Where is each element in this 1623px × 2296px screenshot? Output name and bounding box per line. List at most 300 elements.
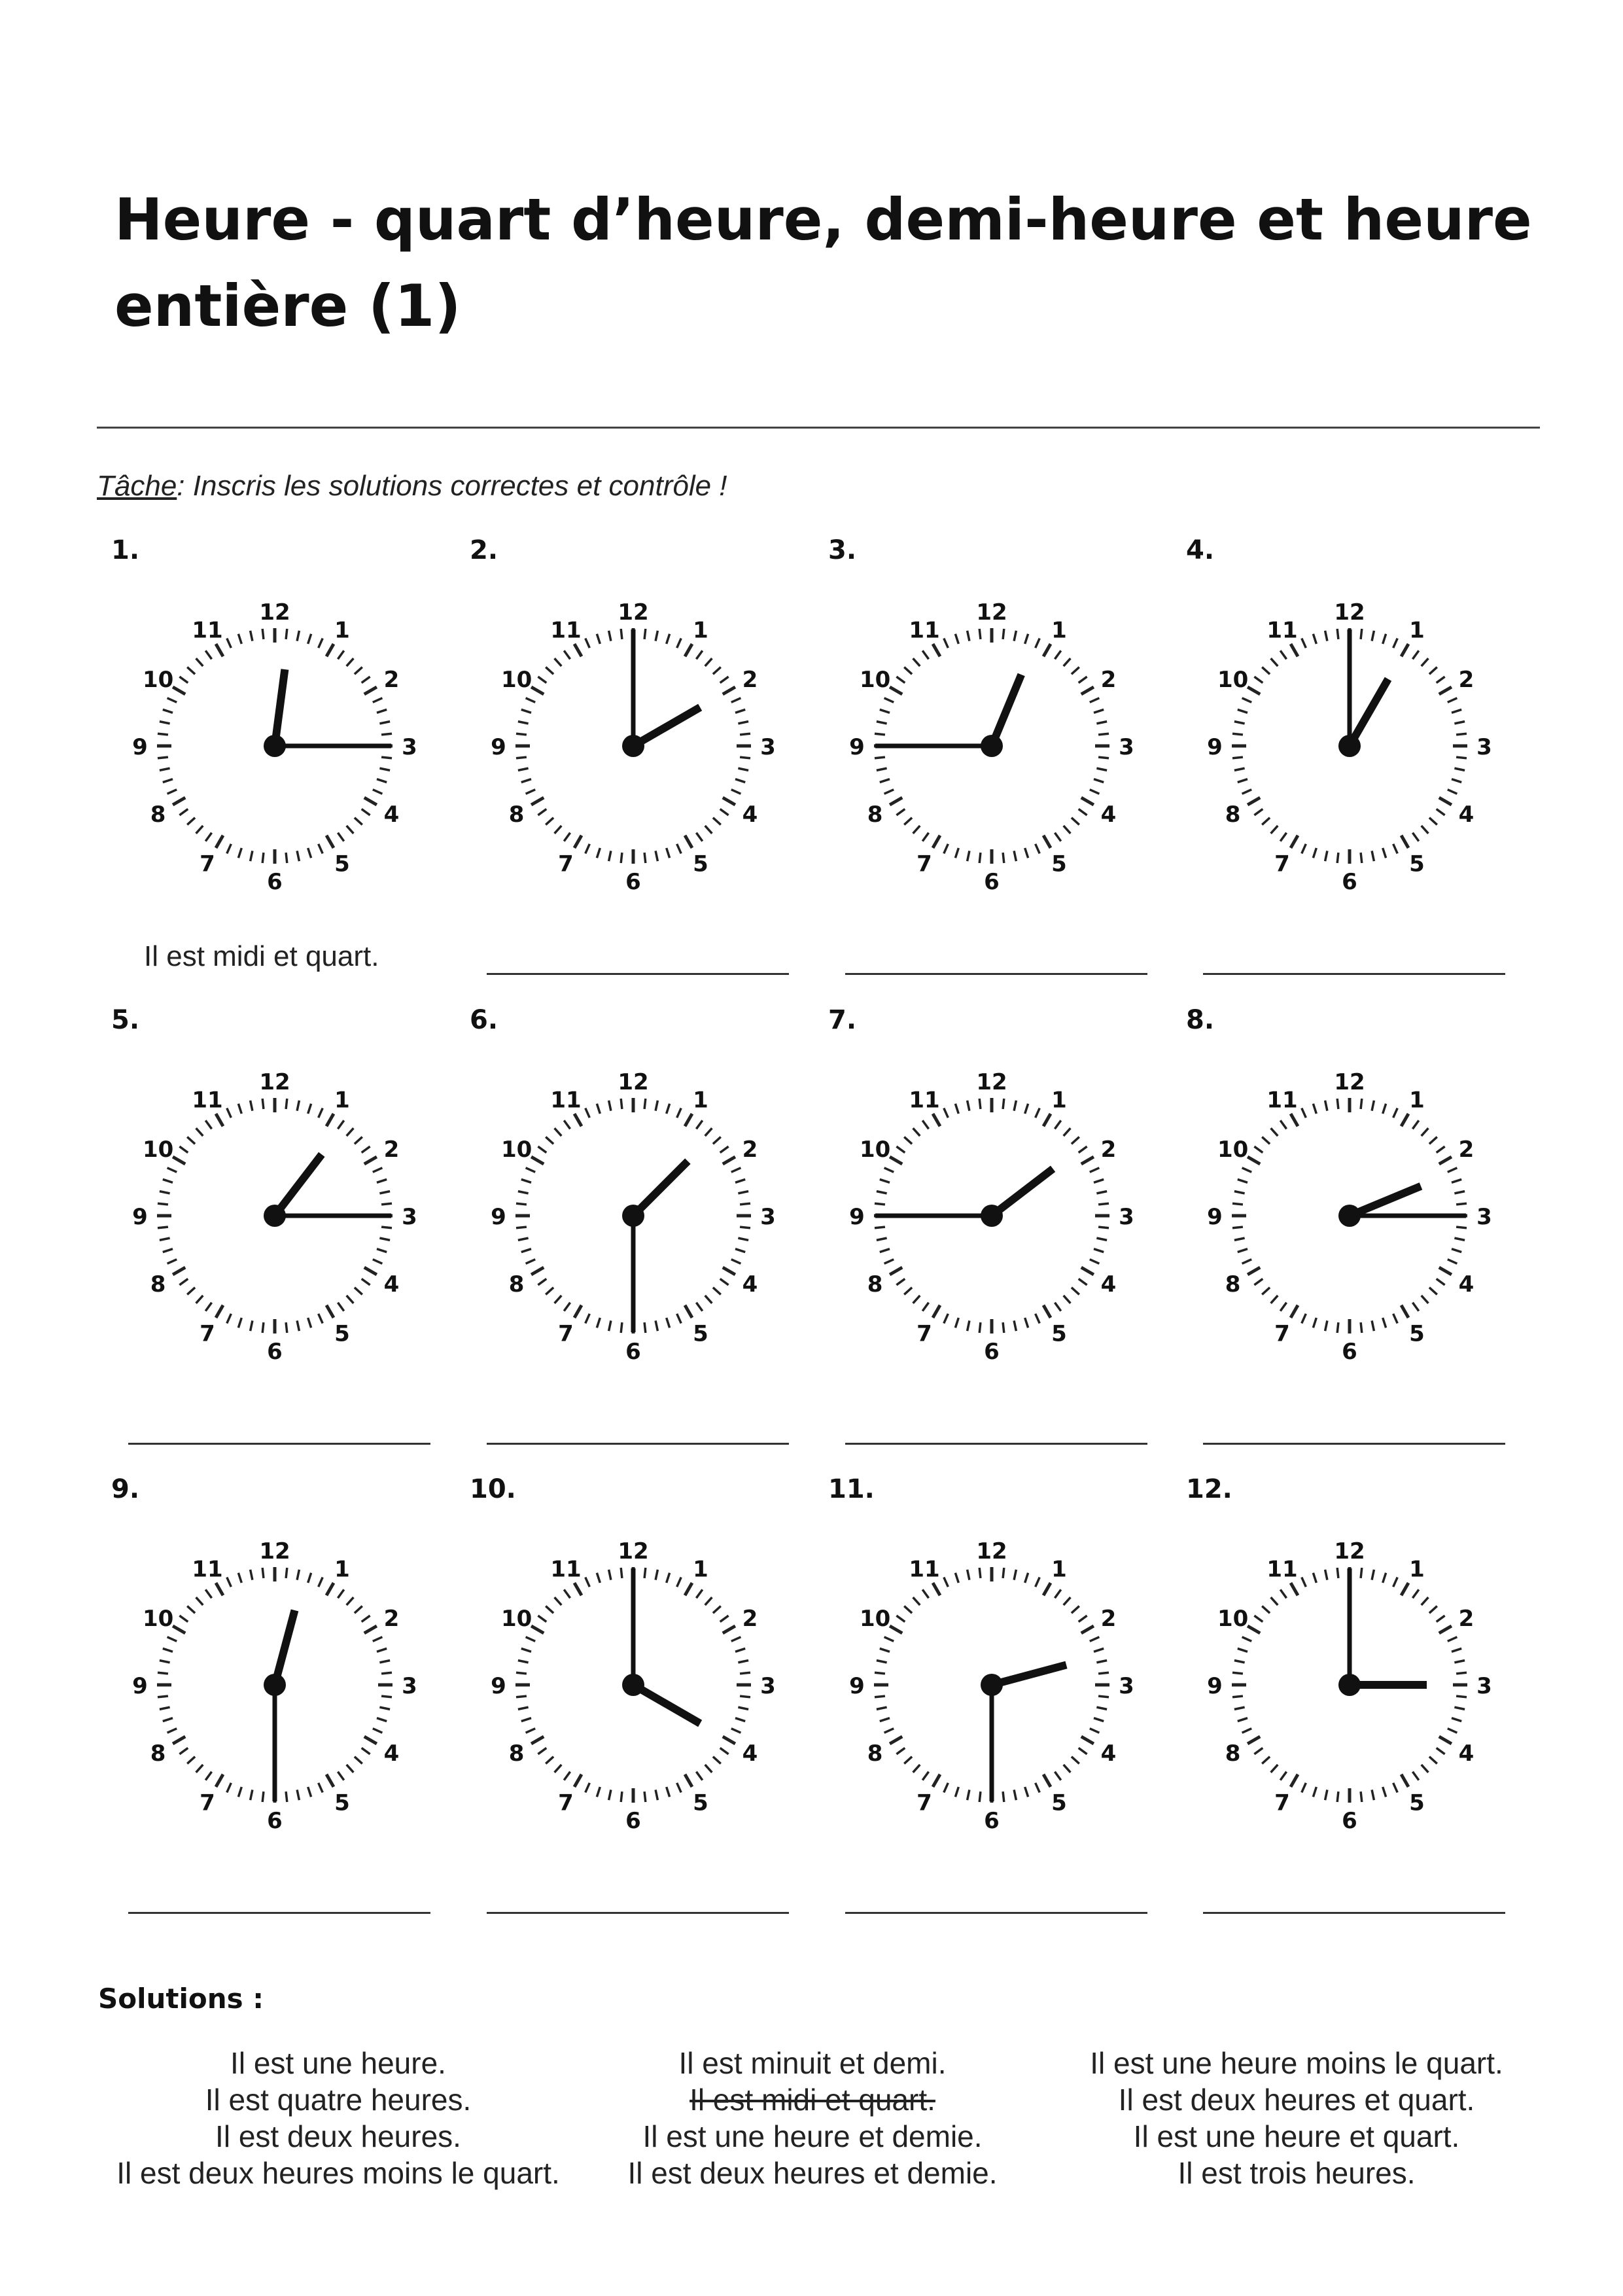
tick-mark xyxy=(297,631,299,641)
tick-mark xyxy=(609,1570,611,1580)
dial-number: 2 xyxy=(742,1137,758,1163)
dial-number: 1 xyxy=(1051,617,1067,644)
tick-mark xyxy=(564,1303,570,1311)
solutions-column xyxy=(1048,2045,1545,2191)
tick-mark xyxy=(1090,790,1100,794)
tick-mark xyxy=(355,1606,362,1614)
tick-mark xyxy=(644,1568,646,1578)
tick-mark xyxy=(1271,1597,1278,1605)
tick-mark xyxy=(1254,677,1263,682)
tick-mark xyxy=(655,631,657,641)
dial-number: 6 xyxy=(625,1808,641,1834)
tick-mark xyxy=(1361,1322,1362,1333)
dial-number: 12 xyxy=(618,1069,649,1095)
answer-line[interactable] xyxy=(487,1912,789,1914)
tick-mark xyxy=(1238,779,1248,783)
dial-number: 2 xyxy=(742,1606,758,1632)
tick-mark xyxy=(1098,757,1109,758)
tick-mark xyxy=(890,1626,902,1633)
hour-hand xyxy=(633,1161,688,1216)
tick-mark xyxy=(720,1279,729,1284)
dial-number: 5 xyxy=(693,1320,708,1347)
tick-mark xyxy=(585,1314,590,1324)
tick-mark xyxy=(227,1578,232,1587)
clock-face xyxy=(489,1538,777,1834)
tick-mark xyxy=(705,1597,712,1605)
dial-number: 1 xyxy=(334,617,350,644)
tick-mark xyxy=(1372,1570,1374,1580)
tick-mark xyxy=(179,677,188,682)
tick-mark xyxy=(1025,1104,1028,1114)
tick-mark xyxy=(362,1748,370,1754)
tick-mark xyxy=(896,1748,905,1754)
tick-mark xyxy=(238,1318,241,1328)
tick-mark xyxy=(521,1718,531,1722)
answer-line[interactable] xyxy=(1203,1912,1505,1914)
dial-number: 7 xyxy=(558,1790,574,1816)
dial-number: 9 xyxy=(1207,1673,1223,1699)
dial-number: 8 xyxy=(508,802,525,828)
dial-number: 8 xyxy=(867,1740,883,1767)
tick-mark xyxy=(1055,650,1060,659)
tick-mark xyxy=(297,1790,299,1800)
tick-mark xyxy=(160,768,170,770)
dial-number: 3 xyxy=(402,1673,417,1699)
tick-mark xyxy=(205,1303,211,1311)
answer-line[interactable] xyxy=(128,1443,430,1445)
tick-mark xyxy=(933,836,940,848)
tick-mark xyxy=(538,1146,546,1152)
tick-mark xyxy=(308,1787,311,1797)
answer-line[interactable] xyxy=(487,973,789,975)
tick-mark xyxy=(735,1648,745,1651)
solution-item: Il est deux heures et demie. xyxy=(627,2156,998,2190)
tick-mark xyxy=(526,698,536,703)
tick-mark xyxy=(1014,631,1016,641)
tick-mark xyxy=(738,1192,748,1193)
tick-mark xyxy=(521,1249,531,1252)
tick-mark xyxy=(944,1578,949,1587)
tick-mark xyxy=(173,798,185,805)
tick-mark xyxy=(621,629,622,639)
tick-mark xyxy=(1337,1099,1338,1109)
tick-mark xyxy=(944,844,949,854)
tick-mark xyxy=(922,1120,928,1129)
tick-mark xyxy=(713,1757,721,1764)
tick-mark xyxy=(1401,1114,1408,1126)
tick-mark xyxy=(381,757,392,758)
clock-center xyxy=(1338,735,1361,757)
dial-number: 7 xyxy=(558,1320,574,1347)
tick-mark xyxy=(308,1318,311,1328)
tick-mark xyxy=(564,1589,570,1598)
tick-mark xyxy=(875,1672,885,1674)
tick-mark xyxy=(621,1099,622,1109)
tick-mark xyxy=(609,1320,611,1331)
solution-item: Il est deux heures. xyxy=(215,2119,461,2153)
tick-mark xyxy=(1448,1260,1457,1264)
solutions-heading: Solutions : xyxy=(98,1983,264,2015)
tick-mark xyxy=(655,1101,657,1111)
exercise-number: 4. xyxy=(1186,535,1215,565)
tick-mark xyxy=(677,1108,682,1118)
tick-mark xyxy=(720,677,729,682)
tick-mark xyxy=(913,1597,920,1605)
tick-mark xyxy=(160,722,170,724)
tick-mark xyxy=(1094,779,1104,783)
tick-mark xyxy=(597,1573,600,1583)
tick-mark xyxy=(262,629,264,639)
tick-mark xyxy=(1452,779,1461,783)
tick-mark xyxy=(1232,1696,1243,1697)
tick-mark xyxy=(1036,1783,1040,1793)
hour-hand xyxy=(992,1665,1066,1686)
dial-number: 4 xyxy=(383,802,400,828)
dial-number: 11 xyxy=(550,617,582,644)
tick-mark xyxy=(1383,634,1386,644)
solution-item: Il est une heure et quart. xyxy=(1133,2119,1460,2153)
tick-mark xyxy=(1302,1108,1306,1118)
dial-number: 3 xyxy=(402,1204,417,1230)
dial-number: 2 xyxy=(383,1606,400,1632)
tick-mark xyxy=(1098,1203,1109,1205)
tick-mark xyxy=(1448,1168,1457,1173)
tick-mark xyxy=(705,826,712,834)
tick-mark xyxy=(1036,639,1040,648)
dial-number: 9 xyxy=(491,1673,506,1699)
dial-number: 12 xyxy=(1334,599,1365,626)
tick-mark xyxy=(720,1616,729,1621)
tick-mark xyxy=(1234,1707,1245,1709)
dial-number: 5 xyxy=(334,851,350,877)
tick-mark xyxy=(913,658,920,666)
dial-number: 5 xyxy=(334,1790,350,1816)
dial-number: 6 xyxy=(984,869,1000,895)
tick-mark xyxy=(1372,851,1374,861)
tick-mark xyxy=(160,1707,170,1709)
solution-item: Il est midi et quart. xyxy=(689,2083,935,2117)
tick-mark xyxy=(655,1790,657,1800)
tick-mark xyxy=(1036,1578,1040,1587)
tick-mark xyxy=(720,1146,729,1152)
dial-number: 2 xyxy=(1458,667,1475,693)
tick-mark xyxy=(227,1314,232,1324)
tick-mark xyxy=(347,658,354,666)
tick-mark xyxy=(979,1322,981,1333)
tick-mark xyxy=(875,1227,885,1228)
tick-mark xyxy=(1262,667,1270,675)
dial-number: 1 xyxy=(334,1087,350,1114)
answer-line[interactable] xyxy=(487,1443,789,1445)
tick-mark xyxy=(738,1661,748,1663)
tick-mark xyxy=(705,1128,712,1136)
tick-mark xyxy=(1096,1238,1107,1240)
tick-mark xyxy=(1064,1128,1071,1136)
tick-mark xyxy=(1003,853,1004,863)
exercise-number: 6. xyxy=(470,1005,498,1035)
tick-mark xyxy=(518,722,529,724)
tick-mark xyxy=(1372,1320,1374,1331)
tick-mark xyxy=(1098,733,1109,735)
dial-number: 10 xyxy=(142,1606,174,1632)
solution-item: Il est une heure. xyxy=(230,2046,446,2080)
clock-center xyxy=(1338,1205,1361,1227)
tick-mark xyxy=(877,768,887,770)
tick-mark xyxy=(1361,1099,1362,1109)
tick-mark xyxy=(531,798,544,805)
tick-mark xyxy=(1025,634,1028,644)
tick-mark xyxy=(377,1179,387,1182)
tick-mark xyxy=(1337,1792,1338,1802)
dial-number: 4 xyxy=(1100,802,1117,828)
dial-number: 10 xyxy=(1217,1606,1249,1632)
tick-mark xyxy=(1098,1696,1109,1697)
tick-mark xyxy=(555,1765,562,1773)
tick-mark xyxy=(1055,1589,1060,1598)
hour-hand xyxy=(275,669,285,746)
tick-mark xyxy=(521,1648,531,1651)
dial-number: 11 xyxy=(192,617,223,644)
tick-mark xyxy=(1302,1578,1306,1587)
tick-mark xyxy=(1036,844,1040,854)
tick-mark xyxy=(538,1616,546,1621)
tick-mark xyxy=(1454,1661,1465,1663)
tick-mark xyxy=(574,1583,582,1595)
tick-mark xyxy=(723,687,735,694)
clock-face xyxy=(489,599,777,895)
tick-mark xyxy=(880,779,890,783)
tick-mark xyxy=(347,1597,354,1605)
tick-mark xyxy=(696,1303,702,1311)
clock-center xyxy=(1338,1674,1361,1696)
tick-mark xyxy=(319,1314,323,1324)
tick-mark xyxy=(1064,1765,1071,1773)
tick-mark xyxy=(167,1260,177,1264)
tick-mark xyxy=(555,1296,562,1303)
tick-mark xyxy=(585,1108,590,1118)
tick-mark xyxy=(1280,1120,1286,1129)
tick-mark xyxy=(979,853,981,863)
tick-mark xyxy=(685,1114,692,1126)
solutions-column xyxy=(564,2045,1061,2191)
dial-number: 5 xyxy=(1051,1320,1067,1347)
hour-hand xyxy=(1350,679,1388,746)
tick-mark xyxy=(205,1772,211,1780)
tick-mark xyxy=(904,1288,912,1295)
tick-mark xyxy=(1291,644,1298,656)
dial-number: 2 xyxy=(383,1137,400,1163)
dial-number: 12 xyxy=(618,1538,649,1564)
tick-mark xyxy=(667,1573,670,1583)
tick-mark xyxy=(1014,1790,1016,1800)
tick-mark xyxy=(1313,1318,1316,1328)
tick-mark xyxy=(187,1288,195,1295)
tick-mark xyxy=(377,779,387,783)
clock-center xyxy=(622,735,644,757)
tick-mark xyxy=(555,826,562,834)
tick-mark xyxy=(1291,1583,1298,1595)
tick-mark xyxy=(877,1661,887,1663)
answer-line[interactable] xyxy=(1203,973,1505,975)
tick-mark xyxy=(381,733,392,735)
tick-mark xyxy=(227,639,232,648)
tick-mark xyxy=(326,836,334,848)
tick-mark xyxy=(319,1783,323,1793)
tick-mark xyxy=(564,1772,570,1780)
tick-mark xyxy=(880,1249,890,1252)
tick-mark xyxy=(297,1101,299,1111)
tick-mark xyxy=(597,634,600,644)
dial-number: 11 xyxy=(909,1087,940,1114)
tick-mark xyxy=(896,1279,905,1284)
tick-mark xyxy=(187,667,195,675)
tick-mark xyxy=(1325,1101,1327,1111)
answer-line[interactable] xyxy=(845,973,1147,975)
tick-mark xyxy=(1079,1616,1087,1621)
tick-mark xyxy=(1429,818,1437,825)
tick-mark xyxy=(1456,733,1467,735)
clock-center xyxy=(981,1205,1003,1227)
tick-mark xyxy=(516,1227,527,1228)
dial-number: 2 xyxy=(742,667,758,693)
tick-mark xyxy=(1271,658,1278,666)
dial-number: 1 xyxy=(693,1556,708,1583)
tick-mark xyxy=(944,1108,949,1118)
tick-mark xyxy=(1383,1318,1386,1328)
tick-mark xyxy=(531,687,544,694)
tick-mark xyxy=(1439,1626,1452,1633)
dial-number: 7 xyxy=(200,1320,215,1347)
tick-mark xyxy=(196,658,203,666)
tick-mark xyxy=(379,1707,390,1709)
tick-mark xyxy=(1412,1772,1418,1780)
dial-number: 4 xyxy=(1100,1271,1117,1298)
tick-mark xyxy=(338,1120,343,1129)
tick-mark xyxy=(179,1279,188,1284)
dial-number: 11 xyxy=(1266,1087,1298,1114)
tick-mark xyxy=(379,1192,390,1193)
tick-mark xyxy=(720,1748,729,1754)
tick-mark xyxy=(1429,1137,1437,1144)
tick-mark xyxy=(1025,1787,1028,1797)
tick-mark xyxy=(373,698,383,703)
tick-mark xyxy=(884,1260,894,1264)
tick-mark xyxy=(585,844,590,854)
tick-mark xyxy=(238,634,241,644)
tick-mark xyxy=(167,1637,177,1642)
dial-number: 10 xyxy=(859,667,891,693)
tick-mark xyxy=(713,818,721,825)
dial-number: 5 xyxy=(1409,1790,1425,1816)
tick-mark xyxy=(644,853,646,863)
tick-mark xyxy=(880,1718,890,1722)
tick-mark xyxy=(1003,1322,1004,1333)
tick-mark xyxy=(877,1707,887,1709)
tick-mark xyxy=(516,1672,527,1674)
answer-line[interactable] xyxy=(1203,1443,1505,1445)
tick-mark xyxy=(738,1707,748,1709)
exercise-number: 1. xyxy=(111,535,140,565)
tick-mark xyxy=(1081,798,1094,805)
tick-mark xyxy=(1291,1114,1298,1126)
tick-mark xyxy=(373,1260,383,1264)
tick-mark xyxy=(1081,1626,1094,1633)
tick-mark xyxy=(1081,1157,1094,1164)
tick-mark xyxy=(922,1589,928,1598)
dial-number: 4 xyxy=(1458,802,1475,828)
tick-mark xyxy=(262,1792,264,1802)
tick-mark xyxy=(1422,1296,1429,1303)
tick-mark xyxy=(685,1583,692,1595)
dial-number: 1 xyxy=(1409,1087,1425,1114)
tick-mark xyxy=(173,687,185,694)
tick-mark xyxy=(167,1168,177,1173)
dial-number: 7 xyxy=(558,851,574,877)
dial-number: 10 xyxy=(142,667,174,693)
tick-mark xyxy=(377,709,387,713)
tick-mark xyxy=(1014,1101,1016,1111)
dial-number: 12 xyxy=(259,1069,290,1095)
tick-mark xyxy=(1055,833,1060,841)
tick-mark xyxy=(884,698,894,703)
tick-mark xyxy=(521,709,531,713)
tick-mark xyxy=(531,1737,544,1744)
tick-mark xyxy=(585,639,590,648)
tick-mark xyxy=(308,848,311,858)
tick-mark xyxy=(667,1104,670,1114)
tick-mark xyxy=(875,757,885,758)
tick-mark xyxy=(896,677,905,682)
tick-mark xyxy=(1361,629,1362,639)
dial-number: 10 xyxy=(1217,1137,1249,1163)
dial-number: 8 xyxy=(1225,1740,1241,1767)
tick-mark xyxy=(1003,1568,1004,1578)
tick-mark xyxy=(1325,1570,1327,1580)
tick-mark xyxy=(1072,1757,1079,1764)
tick-mark xyxy=(597,1104,600,1114)
answer-line[interactable] xyxy=(845,1912,1147,1914)
answer-line[interactable] xyxy=(128,1912,430,1914)
tick-mark xyxy=(1372,631,1374,641)
tick-mark xyxy=(1064,658,1071,666)
tick-mark xyxy=(1452,1249,1461,1252)
tick-mark xyxy=(373,1637,383,1642)
tick-mark xyxy=(685,1775,692,1787)
solution-item: Il est trois heures. xyxy=(1178,2156,1416,2190)
tick-mark xyxy=(621,1792,622,1802)
dial-number: 11 xyxy=(909,1556,940,1583)
tick-mark xyxy=(713,1606,721,1614)
hour-hand xyxy=(1350,1186,1421,1216)
tick-mark xyxy=(518,1707,529,1709)
tick-mark xyxy=(979,1568,981,1578)
tick-mark xyxy=(158,1696,168,1697)
tick-mark xyxy=(364,1267,377,1275)
dial-number: 1 xyxy=(334,1556,350,1583)
answer-line[interactable] xyxy=(845,1443,1147,1445)
tick-mark xyxy=(377,1718,387,1722)
tick-mark xyxy=(1337,1322,1338,1333)
tick-mark xyxy=(731,1729,741,1733)
tick-mark xyxy=(546,818,553,825)
dial-number: 2 xyxy=(1100,1137,1117,1163)
tick-mark xyxy=(913,1765,920,1773)
dial-number: 6 xyxy=(1342,1808,1357,1834)
tick-mark xyxy=(1454,722,1465,724)
exercise-number: 11. xyxy=(828,1474,875,1504)
tick-mark xyxy=(740,1203,750,1205)
tick-mark xyxy=(955,1318,958,1328)
